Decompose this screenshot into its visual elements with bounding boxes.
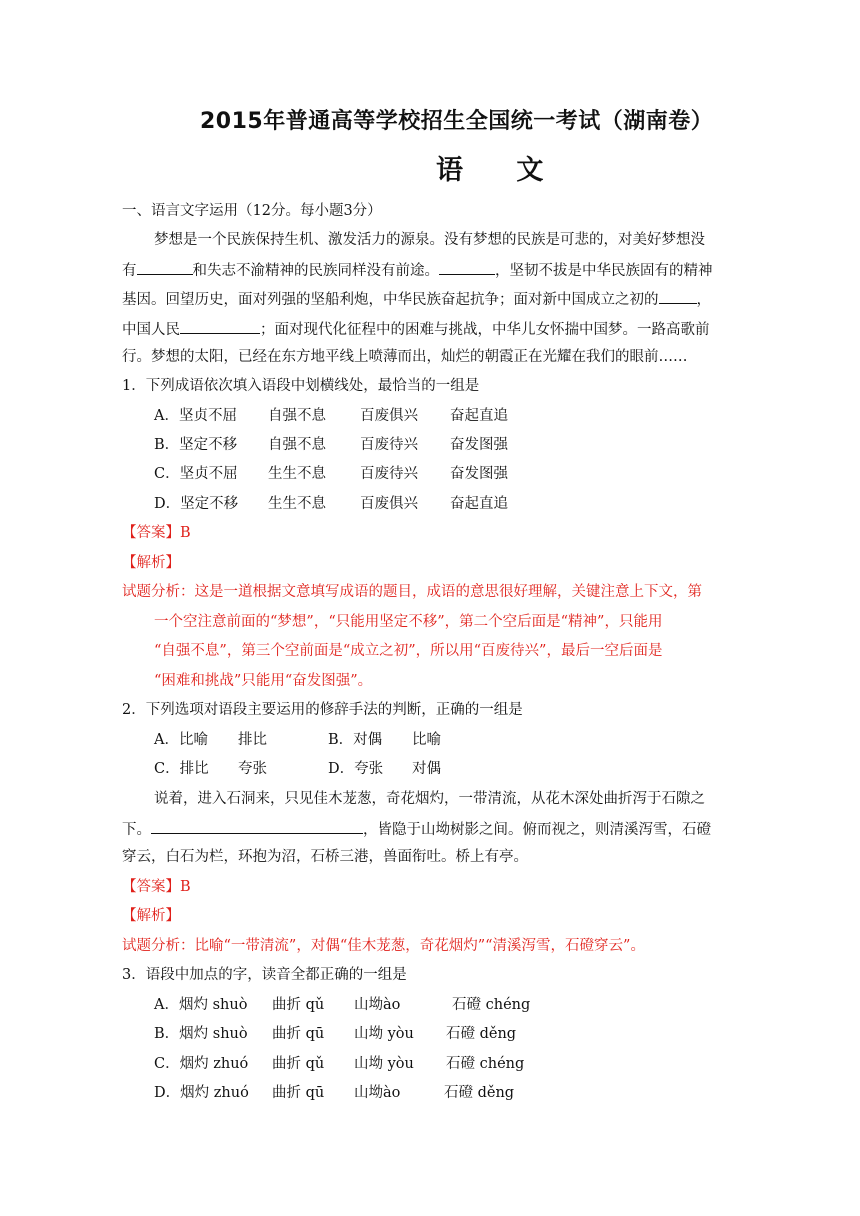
pinyin: chéng (485, 997, 531, 1013)
pinyin: děng (479, 1026, 517, 1042)
q2-stem: 2．下列选项对语段主要运用的修辞手法的判断，正确的一组是 (122, 702, 523, 718)
passage-text: 说着，进入石洞来，只见佳木茏葱，奇花烟灼，一带清流，从花木深处曲折泻于石隙之 (154, 791, 705, 807)
pinyin: yòu (387, 1056, 414, 1072)
option-word: 奋发图强 (450, 437, 508, 453)
option-word: 曲折 (272, 1026, 301, 1042)
option-label: A． (154, 997, 179, 1013)
option-word: 烟灼 (180, 1085, 210, 1101)
q1-option-a (154, 406, 508, 426)
option-word: 烟灼 (178, 997, 208, 1013)
q2-passage-line-1 (154, 789, 705, 809)
q2-options-row-2 (154, 759, 441, 779)
q2-passage-line-3: 穿云，白石为栏，环抱为沼，石桥三港，兽面衔吐。桥上有亭。 (122, 849, 528, 865)
option-word: 石磴 (452, 997, 481, 1013)
q3-option-b (154, 1024, 517, 1044)
q1-answer: 【答案】B (122, 525, 191, 541)
passage-text: ；面对现代化征程中的困难与挑战，中华儿女怀揣中国梦。一路高歌前 (260, 322, 710, 338)
option-word: 百废待兴 (360, 437, 418, 453)
blank-1 (137, 259, 193, 275)
option-word: 比喻 (412, 732, 441, 748)
pinyin: qū (305, 1026, 325, 1042)
option-word: 石磴 (446, 1056, 475, 1072)
option-word: 夸张 (238, 761, 267, 777)
option-word: D．夸张 (328, 761, 384, 777)
q2-analysis-label: 【解析】 (122, 908, 180, 924)
option-label: B． (154, 1026, 180, 1042)
passage-text: ，坚韧不拔是中华民族固有的精神 (495, 263, 713, 279)
option-word: 对偶 (412, 761, 441, 777)
q3-option-c (154, 1054, 525, 1074)
exam-title: 2015年普通高等学校招生全国统一考试（湖南卷） (200, 109, 714, 134)
blank-2 (439, 259, 495, 275)
blank-4 (180, 318, 260, 334)
option-word: 山坳 (354, 1026, 383, 1042)
option-word: 山坳 (354, 997, 383, 1013)
option-word: B．坚定不移 (154, 437, 238, 453)
passage-line-4 (122, 318, 710, 340)
pinyin: shuò (212, 997, 248, 1013)
q1-analysis-line: 一个空注意前面的“梦想”，“只能用坚定不移”，第二个空后面是“精神”，只能用 (154, 614, 663, 630)
q2-passage-line-2 (122, 818, 711, 840)
q3-stem: 3．语段中加点的字，读音全都正确的一组是 (122, 967, 407, 983)
option-word: 百废待兴 (360, 466, 418, 482)
section-heading: 一、语言文字运用（12分。每小题3分） (122, 203, 382, 219)
option-word: 生生不息 (268, 466, 326, 482)
q3-option-a (154, 995, 531, 1015)
option-word: 石磴 (446, 1026, 475, 1042)
option-word: 曲折 (272, 1056, 301, 1072)
option-word: 山坳 (354, 1085, 383, 1101)
pinyin: zhuó (213, 1056, 249, 1072)
pinyin: chéng (479, 1056, 525, 1072)
option-label: C． (154, 1056, 180, 1072)
option-word: D．坚定不移 (154, 496, 239, 512)
option-word: 曲折 (272, 997, 301, 1013)
option-word: 山坳 (354, 1056, 383, 1072)
q1-analysis-line: “困难和挑战”只能用“奋发图强”。 (154, 673, 373, 689)
q2-analysis: 试题分析：比喻“一带清流”，对偶“佳木茏葱，奇花烟灼”“清溪泻雪，石磴穿云”。 (122, 938, 645, 954)
option-word: 烟灼 (179, 1026, 209, 1042)
option-word: 石磴 (444, 1085, 473, 1101)
passage-line-3 (122, 288, 711, 310)
passage-text: 和失志不渝精神的民族同样没有前途。 (192, 263, 439, 279)
option-word: 自强不息 (268, 437, 326, 453)
pinyin: děng (477, 1085, 515, 1101)
option-word: 奋起直追 (450, 496, 508, 512)
pinyin: qǔ (305, 1056, 325, 1072)
q1-stem: 1．下列成语依次填入语段中划横线处，最恰当的一组是 (122, 378, 480, 394)
option-word: 生生不息 (268, 496, 326, 512)
passage-line-1: 梦想是一个民族保持生机、激发活力的源泉。没有梦想的民族是可悲的，对美好梦想没 (154, 232, 705, 248)
option-word: 排比 (238, 732, 267, 748)
option-word: 百废俱兴 (360, 408, 418, 424)
q2-answer: 【答案】B (122, 879, 191, 895)
option-word: B．对偶 (328, 732, 383, 748)
passage-text: 有 (122, 263, 137, 279)
option-word: 百废俱兴 (360, 496, 418, 512)
pinyin: qǔ (305, 997, 325, 1013)
q1-analysis-label: 【解析】 (122, 555, 180, 571)
passage-text: ， (696, 292, 711, 308)
option-label: D． (154, 1085, 181, 1101)
q1-option-d (154, 494, 508, 514)
option-word: 奋起直追 (450, 408, 508, 424)
q3-option-d (154, 1083, 515, 1103)
passage-text: ，皆隐于山坳树影之间。俯而视之，则清溪泻雪，石磴 (363, 822, 711, 838)
pinyin: shuò (212, 1026, 248, 1042)
option-word: 曲折 (272, 1085, 301, 1101)
option-word: 奋发图强 (450, 466, 508, 482)
q1-analysis-line: 试题分析：这是一道根据文意填写成语的题目，成语的意思很好理解，关键注意上下文，第 (122, 584, 702, 600)
passage-text: 基因。回望历史，面对列强的坚船利炮，中华民族奋起抗争；面对新中国成立之初的 (122, 292, 659, 308)
option-word: C．坚贞不屈 (154, 466, 238, 482)
blank-5 (151, 818, 363, 834)
pinyin: yòu (387, 1026, 414, 1042)
pinyin: qū (305, 1085, 325, 1101)
passage-line-2 (122, 259, 713, 281)
option-word: A．比喻 (154, 732, 208, 748)
pinyin: zhuó (213, 1085, 249, 1101)
option-word: 自强不息 (268, 408, 326, 424)
option-word: C．排比 (154, 761, 209, 777)
pinyin: ào (383, 1085, 401, 1101)
q2-options-row-1 (154, 730, 441, 750)
option-word: 烟灼 (179, 1056, 209, 1072)
q1-analysis-line: “自强不息”，第三个空前面是“成立之初”，所以用“百废待兴”，最后一空后面是 (154, 643, 663, 659)
passage-text: 中国人民 (122, 322, 180, 338)
q1-option-b (154, 435, 508, 455)
subject-title: 语 文 (436, 155, 566, 186)
pinyin: ào (383, 997, 401, 1013)
passage-text: 下。 (122, 822, 151, 838)
blank-3 (659, 288, 697, 304)
option-word: A．坚贞不屈 (154, 408, 237, 424)
passage-line-5: 行。梦想的太阳，已经在东方地平线上喷薄而出，灿烂的朝霞正在光耀在我们的眼前…… (122, 349, 688, 365)
q1-option-c (154, 464, 508, 484)
